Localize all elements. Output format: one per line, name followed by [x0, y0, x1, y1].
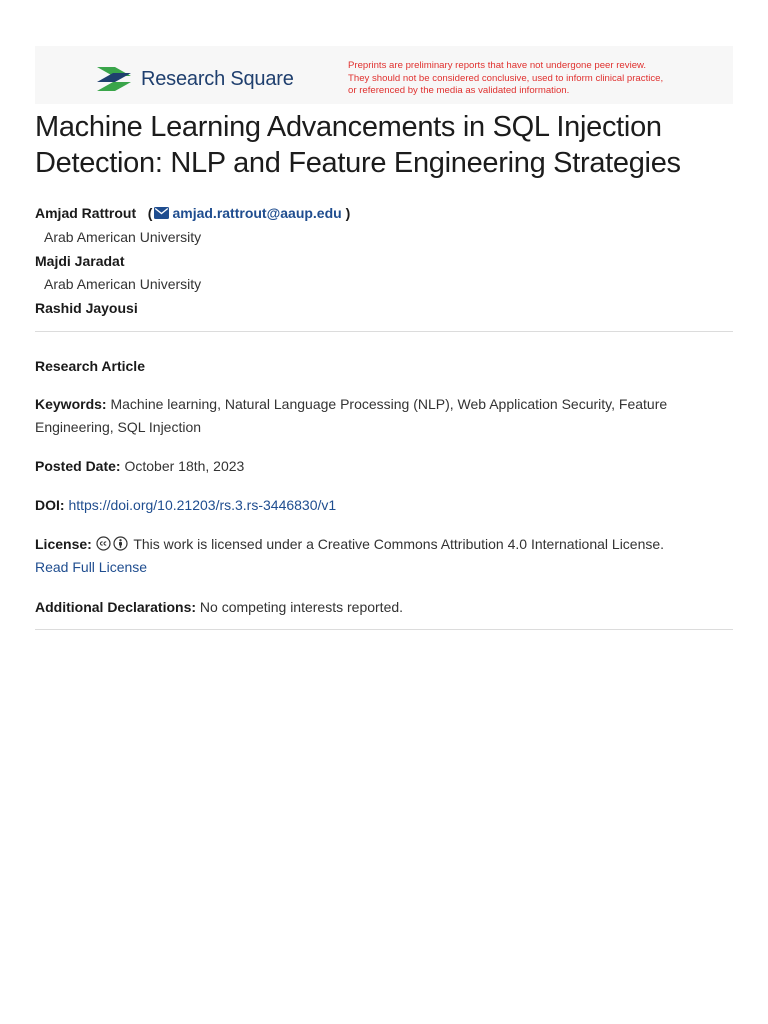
notice-line: They should not be considered conclusive, used to inform clinical practice, — [348, 72, 664, 84]
author-list — [35, 202, 350, 321]
doi-label: DOI: — [35, 497, 65, 513]
email-paren-close: ) — [345, 205, 351, 221]
author-entry — [35, 202, 350, 226]
license-text: This work is licensed under a Creative Commons Attribution 4.0 International License. — [133, 536, 665, 552]
logo-text: Research Square — [141, 67, 294, 90]
cc-icon — [96, 536, 111, 551]
declarations-row — [35, 596, 733, 619]
doi-link[interactable]: https://doi.org/10.21203/rs.3.rs-3446830/v1 — [68, 497, 337, 513]
keywords-label: Keywords: — [35, 396, 107, 412]
envelope-icon — [154, 207, 169, 219]
preprint-banner — [35, 46, 733, 104]
posted-date-value: October 18th, 2023 — [124, 458, 245, 474]
article-type — [35, 355, 733, 378]
author-affiliation: Arab American University — [44, 276, 202, 293]
bottom-divider — [35, 629, 733, 630]
author-email-link[interactable]: amjad.rattrout@aaup.edu — [172, 205, 342, 221]
declarations-label: Additional Declarations: — [35, 599, 197, 615]
article-type-value: Research Article — [35, 358, 145, 374]
posted-date-row — [35, 455, 733, 478]
notice-line: Preprints are preliminary reports that have not undergone peer review. — [348, 60, 647, 71]
keywords-row — [35, 393, 733, 439]
license-row — [35, 533, 733, 579]
research-square-logo-icon — [95, 64, 133, 94]
read-full-license-link[interactable]: Read Full License — [35, 559, 148, 575]
license-label: License: — [35, 536, 92, 552]
notice-line: or referenced by the media as validated information. — [348, 85, 570, 96]
declarations-value: No competing interests reported. — [199, 599, 404, 615]
author-name: Majdi Jaradat — [35, 252, 125, 269]
keywords-value: Machine learning, Natural Language Processing (NLP), Web Application Security, Feature Engineering, SQL Injection — [35, 396, 668, 435]
author-name: Amjad Rattrout — [35, 205, 137, 221]
preprint-notice — [348, 60, 663, 98]
top-divider — [35, 331, 733, 332]
doi-row — [35, 494, 733, 517]
author-affiliation: Arab American University — [44, 228, 202, 245]
paper-title: Machine Learning Advancements in SQL Injection Detection: NLP and Feature Engineering Strategies — [35, 111, 681, 179]
research-square-logo[interactable] — [95, 64, 294, 94]
email-paren-open: ( — [140, 205, 153, 221]
posted-date-label: Posted Date: — [35, 458, 121, 474]
by-icon — [113, 536, 128, 551]
author-name: Rashid Jayousi — [35, 300, 138, 317]
